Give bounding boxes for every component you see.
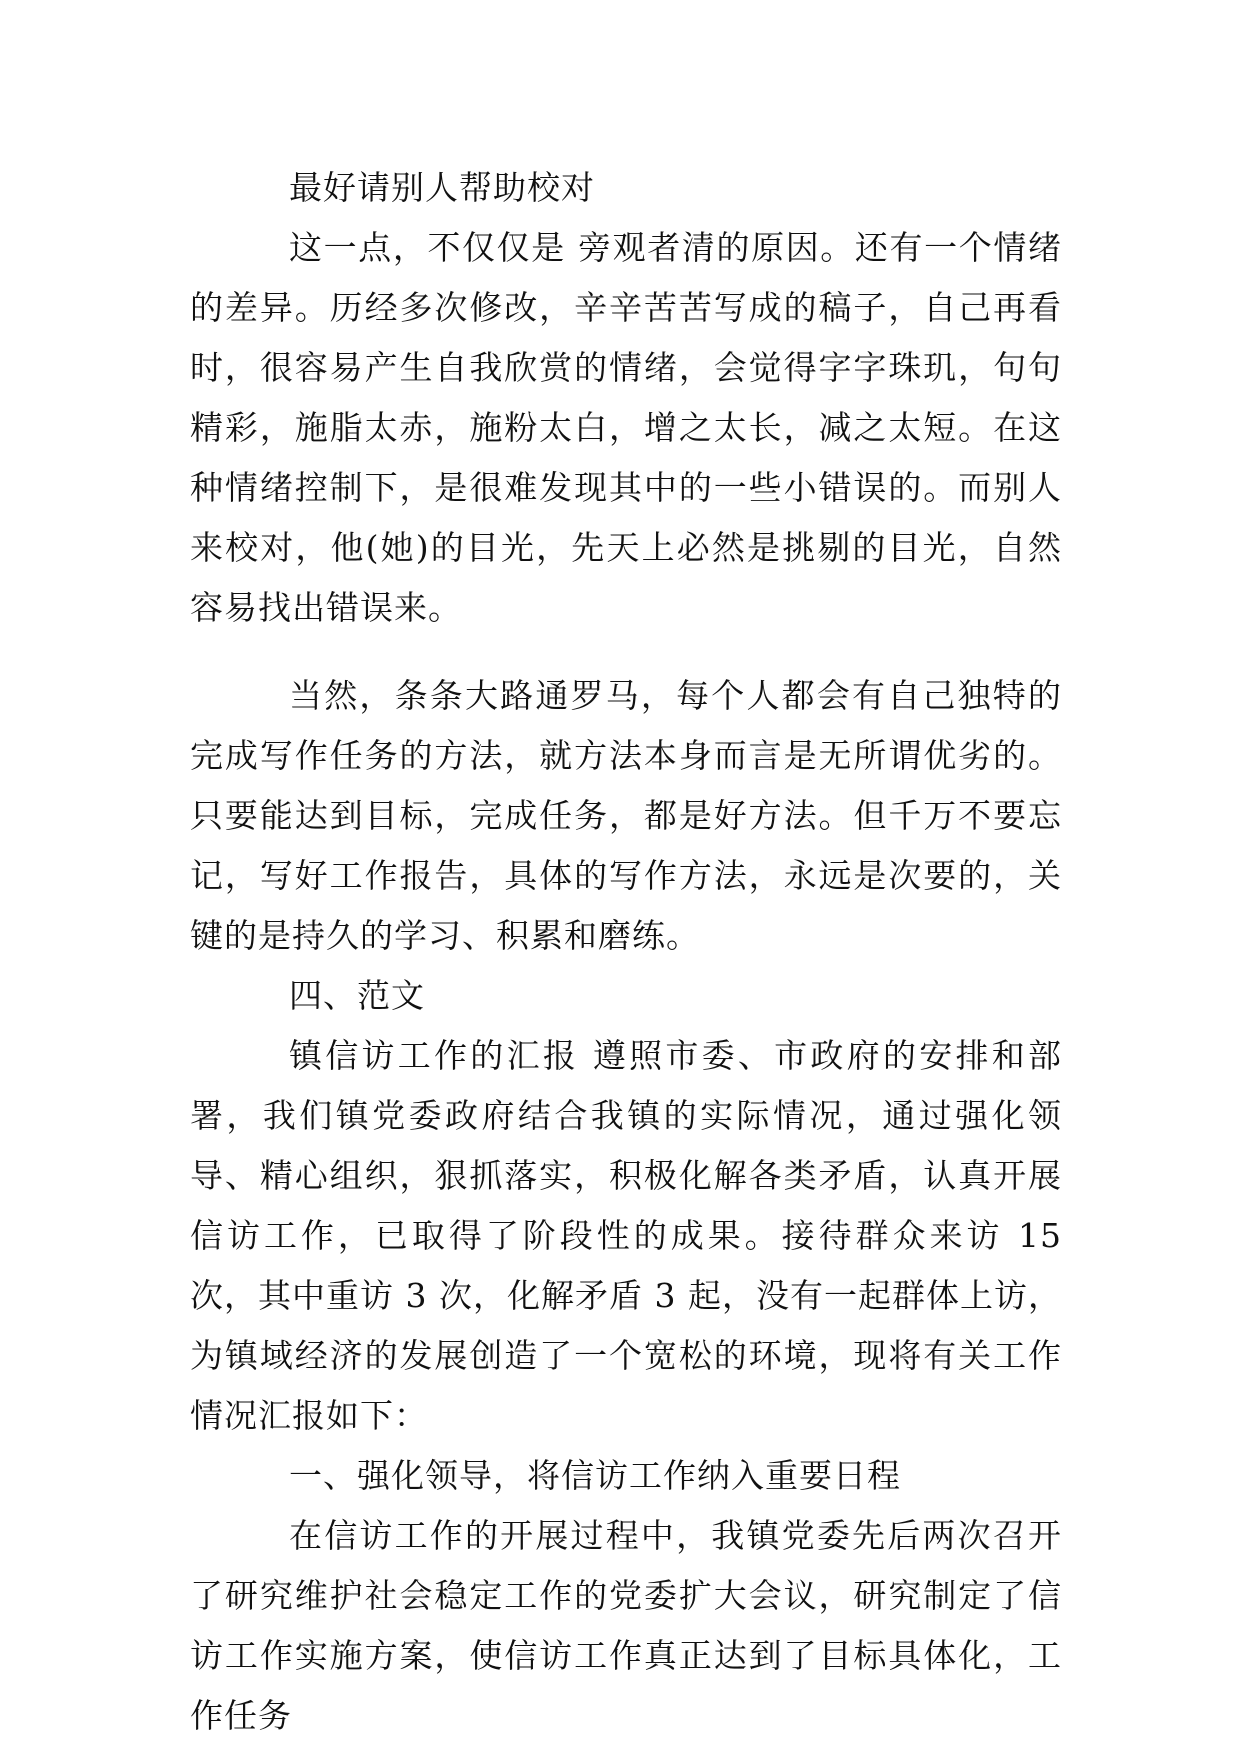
paragraph-sample-intro: 镇信访工作的汇报 遵照市委、市政府的安排和部署，我们镇党委政府结合我镇的实际情况，通过强化领导、精心组织，狠抓落实，积极化解各类矛盾，认真开展信访工作，已取得了阶段性的成果。接待群众来访 15 次，其中重访 3 次，化解矛盾 3 起，没有一起群体上访，为镇域经济的发展创造了一个宽松的环境，现将有关工作情况汇报如下： <box>190 1036 1062 1435</box>
paragraph-proofreading-heading: 最好请别人帮助校对 <box>289 168 595 207</box>
paragraph-leadership: 在信访工作的开展过程中，我镇党委先后两次召开了研究维护社会稳定工作的党委扩大会议，研究制定了信访工作实施方案，使信访工作真正达到了目标具体化，工作任务 <box>190 1516 1062 1735</box>
section-heading-leadership: 一、强化领导，将信访工作纳入重要日程 <box>289 1456 901 1495</box>
document-body <box>190 158 1062 1746</box>
paragraph-proofreading-reason: 这一点，不仅仅是 旁观者清的原因。还有一个情绪的差异。历经多次修改，辛辛苦苦写成的稿子，自己再看时，很容易产生自我欣赏的情绪，会觉得字字珠玑，句句精彩，施脂太赤，施粉太白，增之太长，减之太短。在这种情绪控制下，是很难发现其中的一些小错误的。而别人来校对，他(她)的目光，先天上必然是挑剔的目光，自然容易找出错误来。 <box>190 228 1062 627</box>
paragraph-writing-methods: 当然，条条大路通罗马，每个人都会有自己独特的完成写作任务的方法，就方法本身而言是无所谓优劣的。只要能达到目标，完成任务，都是好方法。但千万不要忘记，写好工作报告，具体的写作方法，永远是次要的，关键的是持久的学习、积累和磨练。 <box>190 676 1062 955</box>
section-heading-sample: 四、范文 <box>289 976 425 1015</box>
